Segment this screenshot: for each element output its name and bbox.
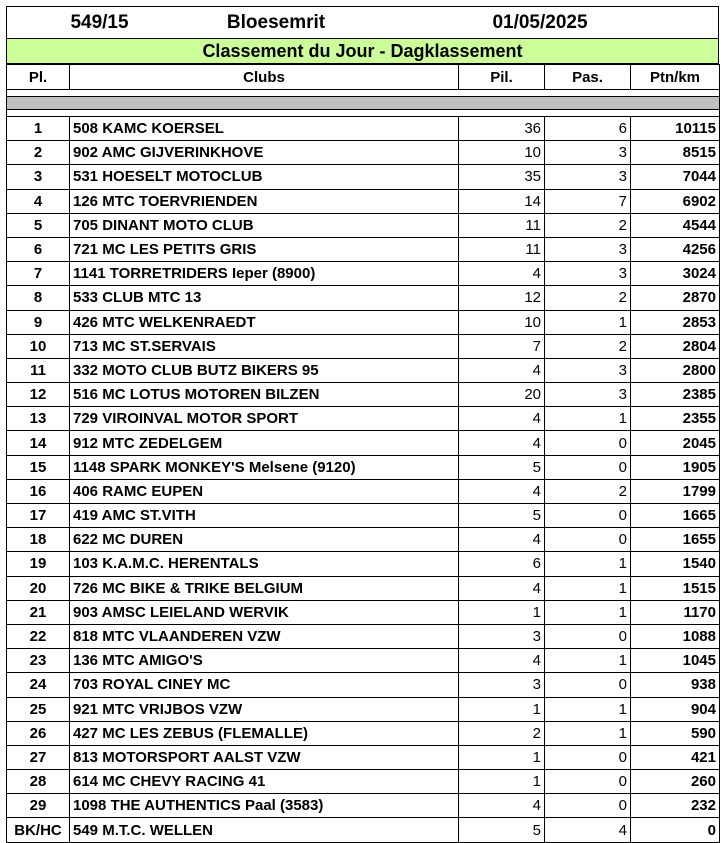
cell-club: 549 M.T.C. WELLEN — [70, 818, 459, 842]
cell-points: 1045 — [631, 649, 720, 673]
cell-points: 1515 — [631, 576, 720, 600]
cell-points: 1540 — [631, 552, 720, 576]
cell-points: 2385 — [631, 383, 720, 407]
cell-passengers: 0 — [545, 745, 631, 769]
cell-points: 1655 — [631, 528, 720, 552]
cell-club: 516 MC LOTUS MOTOREN BILZEN — [70, 383, 459, 407]
table-row — [7, 310, 720, 334]
cell-pilots: 7 — [459, 334, 545, 358]
event-name: Bloesemrit — [226, 11, 326, 33]
cell-passengers: 3 — [545, 358, 631, 382]
table-row — [7, 770, 720, 794]
cell-passengers: 1 — [545, 407, 631, 431]
col-header-pl: Pl. — [7, 65, 70, 90]
cell-points: 2870 — [631, 286, 720, 310]
cell-passengers: 0 — [545, 528, 631, 552]
cell-passengers: 1 — [545, 600, 631, 624]
cell-points: 7044 — [631, 165, 720, 189]
table-row — [7, 213, 720, 237]
cell-passengers: 1 — [545, 552, 631, 576]
cell-place: 21 — [7, 600, 70, 624]
col-header-pil: Pil. — [459, 65, 545, 90]
cell-place: 12 — [7, 383, 70, 407]
cell-pilots: 4 — [459, 649, 545, 673]
classification-sheet — [6, 6, 719, 843]
table-row — [7, 358, 720, 382]
cell-points: 1905 — [631, 455, 720, 479]
cell-points: 421 — [631, 745, 720, 769]
table-header-row — [7, 65, 720, 90]
cell-points: 1799 — [631, 479, 720, 503]
cell-passengers: 0 — [545, 431, 631, 455]
cell-points: 1170 — [631, 600, 720, 624]
cell-club: 902 AMC GIJVERINKHOVE — [70, 141, 459, 165]
cell-place: 24 — [7, 673, 70, 697]
cell-passengers: 3 — [545, 141, 631, 165]
table-row — [7, 794, 720, 818]
table-row — [7, 286, 720, 310]
cell-place: 28 — [7, 770, 70, 794]
event-date: 01/05/2025 — [492, 11, 588, 33]
cell-points: 938 — [631, 673, 720, 697]
cell-points: 2853 — [631, 310, 720, 334]
cell-passengers: 1 — [545, 721, 631, 745]
table-row — [7, 455, 720, 479]
cell-passengers: 1 — [545, 649, 631, 673]
cell-pilots: 5 — [459, 818, 545, 842]
table-row — [7, 431, 720, 455]
cell-place: 8 — [7, 286, 70, 310]
cell-pilots: 6 — [459, 552, 545, 576]
table-row — [7, 576, 720, 600]
table-row — [7, 165, 720, 189]
cell-place: 2 — [7, 141, 70, 165]
cell-passengers: 7 — [545, 189, 631, 213]
table-row — [7, 262, 720, 286]
ranking-table — [6, 64, 720, 843]
cell-place: 13 — [7, 407, 70, 431]
table-row — [7, 673, 720, 697]
event-header — [6, 6, 719, 38]
cell-place: 25 — [7, 697, 70, 721]
cell-pilots: 4 — [459, 262, 545, 286]
cell-passengers: 2 — [545, 334, 631, 358]
table-row — [7, 479, 720, 503]
spacer-row — [7, 110, 720, 117]
cell-pilots: 4 — [459, 431, 545, 455]
cell-club: 1098 THE AUTHENTICS Paal (3583) — [70, 794, 459, 818]
cell-points: 590 — [631, 721, 720, 745]
table-row — [7, 818, 720, 842]
cell-club: 705 DINANT MOTO CLUB — [70, 213, 459, 237]
cell-club: 713 MC ST.SERVAIS — [70, 334, 459, 358]
table-row — [7, 334, 720, 358]
cell-points: 4256 — [631, 237, 720, 261]
cell-pilots: 1 — [459, 697, 545, 721]
cell-passengers: 0 — [545, 770, 631, 794]
table-row — [7, 189, 720, 213]
cell-club: 427 MC LES ZEBUS (FLEMALLE) — [70, 721, 459, 745]
cell-place: 26 — [7, 721, 70, 745]
col-header-ptn: Ptn/km — [631, 65, 720, 90]
cell-place: 10 — [7, 334, 70, 358]
cell-points: 4544 — [631, 213, 720, 237]
cell-pilots: 1 — [459, 600, 545, 624]
cell-place: 17 — [7, 504, 70, 528]
cell-place: 18 — [7, 528, 70, 552]
cell-place: 9 — [7, 310, 70, 334]
col-header-clubs: Clubs — [70, 65, 459, 90]
table-row — [7, 528, 720, 552]
cell-passengers: 0 — [545, 794, 631, 818]
cell-place: 4 — [7, 189, 70, 213]
cell-passengers: 3 — [545, 237, 631, 261]
cell-passengers: 3 — [545, 383, 631, 407]
cell-passengers: 1 — [545, 310, 631, 334]
page-subtitle: Classement du Jour - Dagklassement — [6, 38, 719, 64]
cell-club: 729 VIROINVAL MOTOR SPORT — [70, 407, 459, 431]
cell-place: 16 — [7, 479, 70, 503]
cell-points: 8515 — [631, 141, 720, 165]
cell-pilots: 3 — [459, 624, 545, 648]
separator-row — [7, 97, 720, 110]
cell-passengers: 1 — [545, 697, 631, 721]
cell-points: 1088 — [631, 624, 720, 648]
cell-place: 14 — [7, 431, 70, 455]
cell-points: 3024 — [631, 262, 720, 286]
cell-club: 126 MTC TOERVRIENDEN — [70, 189, 459, 213]
cell-place: 15 — [7, 455, 70, 479]
cell-points: 0 — [631, 818, 720, 842]
cell-club: 903 AMSC LEIELAND WERVIK — [70, 600, 459, 624]
cell-points: 2045 — [631, 431, 720, 455]
cell-place: 22 — [7, 624, 70, 648]
cell-points: 232 — [631, 794, 720, 818]
cell-club: 136 MTC AMIGO'S — [70, 649, 459, 673]
cell-passengers: 6 — [545, 117, 631, 141]
cell-points: 904 — [631, 697, 720, 721]
table-row — [7, 697, 720, 721]
cell-club: 1148 SPARK MONKEY'S Melsene (9120) — [70, 455, 459, 479]
cell-club: 721 MC LES PETITS GRIS — [70, 237, 459, 261]
table-row — [7, 141, 720, 165]
cell-club: 426 MTC WELKENRAEDT — [70, 310, 459, 334]
cell-club: 921 MTC VRIJBOS VZW — [70, 697, 459, 721]
cell-passengers: 4 — [545, 818, 631, 842]
cell-passengers: 0 — [545, 504, 631, 528]
cell-club: 406 RAMC EUPEN — [70, 479, 459, 503]
cell-place: 7 — [7, 262, 70, 286]
cell-points: 2804 — [631, 334, 720, 358]
cell-pilots: 5 — [459, 504, 545, 528]
table-row — [7, 407, 720, 431]
cell-place: 19 — [7, 552, 70, 576]
table-row — [7, 117, 720, 141]
table-row — [7, 504, 720, 528]
table-row — [7, 383, 720, 407]
cell-club: 103 K.A.M.C. HERENTALS — [70, 552, 459, 576]
cell-pilots: 4 — [459, 407, 545, 431]
cell-place: 6 — [7, 237, 70, 261]
cell-place: 20 — [7, 576, 70, 600]
cell-club: 533 CLUB MTC 13 — [70, 286, 459, 310]
cell-club: 614 MC CHEVY RACING 41 — [70, 770, 459, 794]
cell-place: 1 — [7, 117, 70, 141]
spacer-row — [7, 90, 720, 97]
cell-club: 508 KAMC KOERSEL — [70, 117, 459, 141]
cell-passengers: 1 — [545, 576, 631, 600]
cell-pilots: 14 — [459, 189, 545, 213]
cell-club: 818 MTC VLAANDEREN VZW — [70, 624, 459, 648]
cell-pilots: 20 — [459, 383, 545, 407]
cell-place: 23 — [7, 649, 70, 673]
table-row — [7, 745, 720, 769]
cell-points: 1665 — [631, 504, 720, 528]
cell-club: 703 ROYAL CINEY MC — [70, 673, 459, 697]
col-header-pas: Pas. — [545, 65, 631, 90]
cell-passengers: 0 — [545, 624, 631, 648]
cell-pilots: 10 — [459, 310, 545, 334]
table-body — [7, 90, 720, 843]
cell-passengers: 0 — [545, 455, 631, 479]
cell-place: 3 — [7, 165, 70, 189]
cell-club: 332 MOTO CLUB BUTZ BIKERS 95 — [70, 358, 459, 382]
cell-place: 5 — [7, 213, 70, 237]
cell-passengers: 0 — [545, 673, 631, 697]
cell-passengers: 3 — [545, 165, 631, 189]
cell-place: 11 — [7, 358, 70, 382]
cell-passengers: 2 — [545, 213, 631, 237]
cell-pilots: 4 — [459, 528, 545, 552]
cell-pilots: 3 — [459, 673, 545, 697]
cell-points: 10115 — [631, 117, 720, 141]
cell-club: 726 MC BIKE & TRIKE BELGIUM — [70, 576, 459, 600]
cell-passengers: 3 — [545, 262, 631, 286]
table-row — [7, 624, 720, 648]
cell-club: 1141 TORRETRIDERS Ieper (8900) — [70, 262, 459, 286]
cell-club: 912 MTC ZEDELGEM — [70, 431, 459, 455]
cell-club: 813 MOTORSPORT AALST VZW — [70, 745, 459, 769]
table-row — [7, 552, 720, 576]
table-row — [7, 649, 720, 673]
cell-place: 29 — [7, 794, 70, 818]
cell-pilots: 12 — [459, 286, 545, 310]
event-number: 549/15 — [70, 11, 129, 33]
cell-passengers: 2 — [545, 479, 631, 503]
cell-pilots: 5 — [459, 455, 545, 479]
cell-pilots: 1 — [459, 770, 545, 794]
cell-pilots: 4 — [459, 479, 545, 503]
cell-pilots: 4 — [459, 794, 545, 818]
cell-points: 260 — [631, 770, 720, 794]
table-row — [7, 237, 720, 261]
cell-pilots: 36 — [459, 117, 545, 141]
cell-pilots: 4 — [459, 358, 545, 382]
table-row — [7, 721, 720, 745]
cell-club: 419 AMC ST.VITH — [70, 504, 459, 528]
cell-pilots: 10 — [459, 141, 545, 165]
table-row — [7, 600, 720, 624]
cell-place: BK/HC — [7, 818, 70, 842]
cell-club: 622 MC DUREN — [70, 528, 459, 552]
cell-points: 2355 — [631, 407, 720, 431]
cell-pilots: 35 — [459, 165, 545, 189]
cell-pilots: 11 — [459, 213, 545, 237]
cell-pilots: 2 — [459, 721, 545, 745]
cell-passengers: 2 — [545, 286, 631, 310]
cell-pilots: 11 — [459, 237, 545, 261]
cell-pilots: 4 — [459, 576, 545, 600]
cell-club: 531 HOESELT MOTOCLUB — [70, 165, 459, 189]
cell-points: 6902 — [631, 189, 720, 213]
cell-pilots: 1 — [459, 745, 545, 769]
cell-place: 27 — [7, 745, 70, 769]
cell-points: 2800 — [631, 358, 720, 382]
